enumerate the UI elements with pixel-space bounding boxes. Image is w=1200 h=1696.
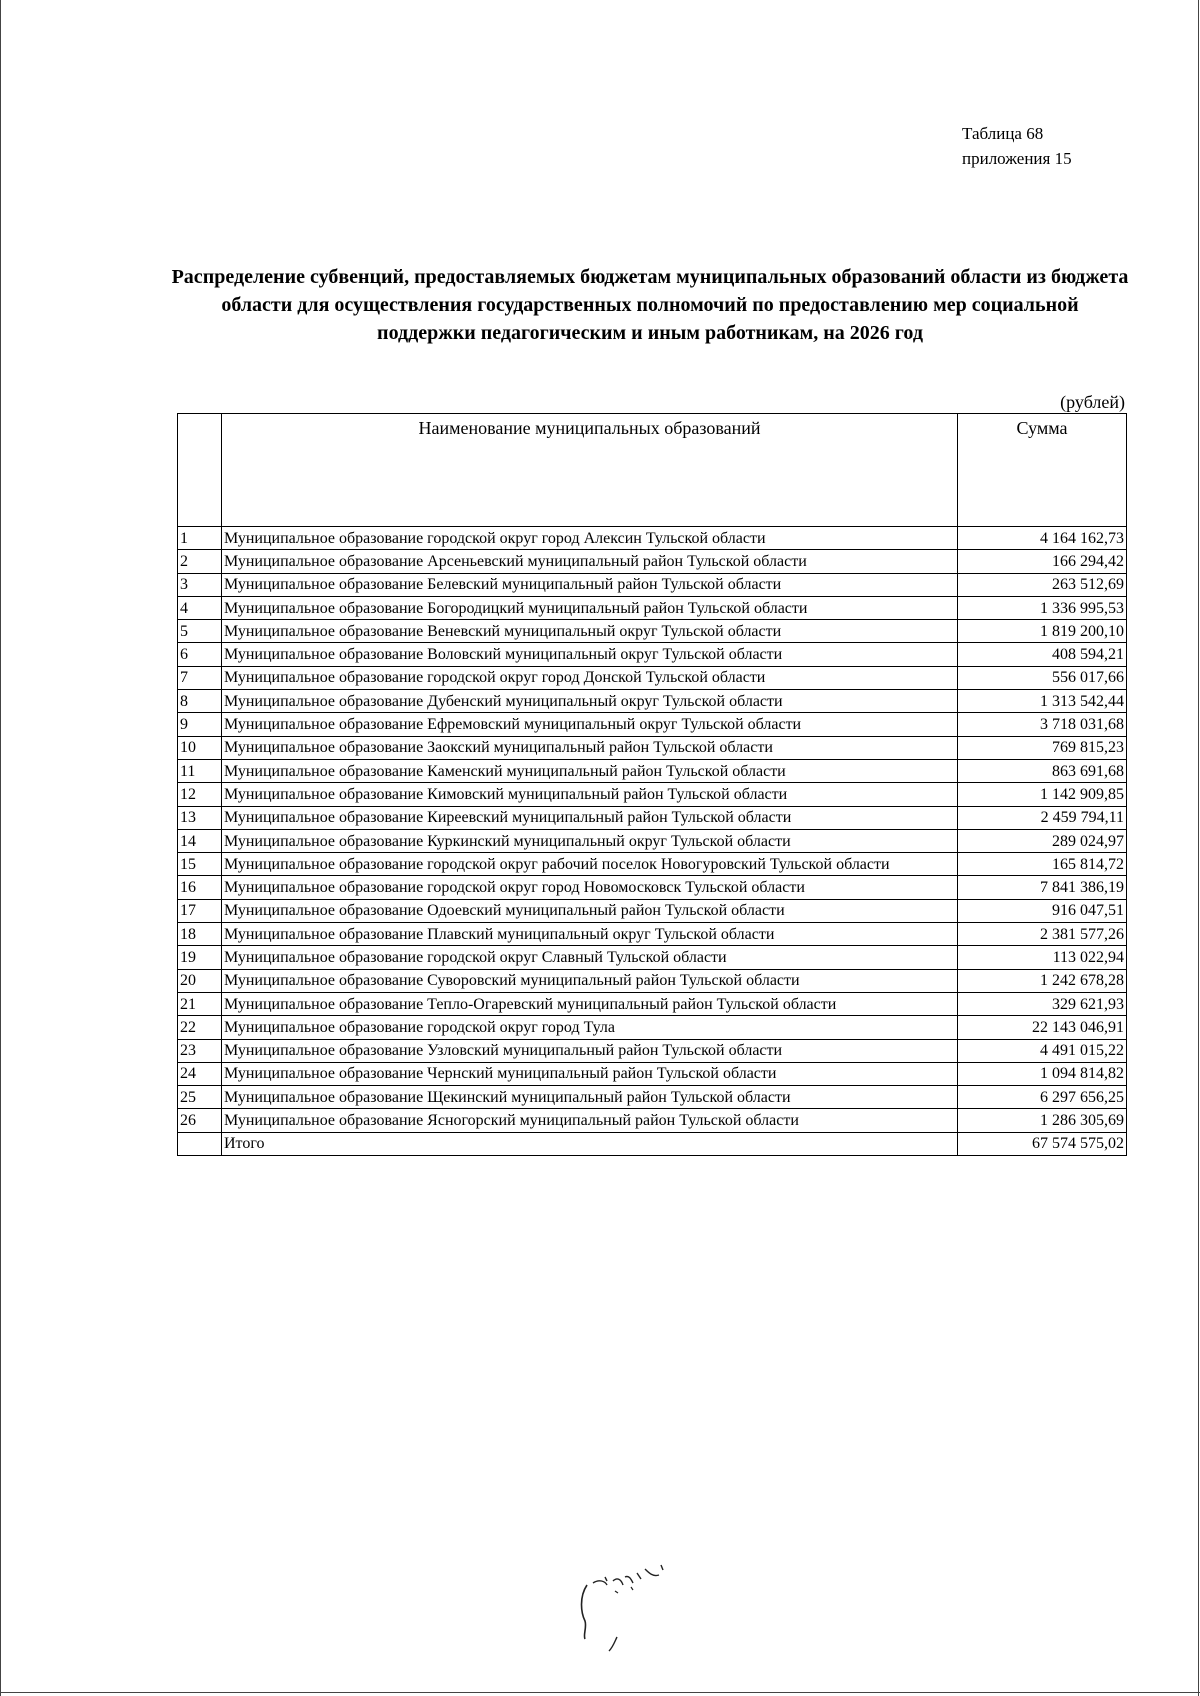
row-name: Муниципальное образование Арсеньевский муниципальный район Тульской области <box>222 550 958 573</box>
row-sum: 289 024,97 <box>958 829 1127 852</box>
row-name: Муниципальное образование городской округ город Алексин Тульской области <box>222 527 958 550</box>
row-number: 17 <box>178 899 222 922</box>
row-name: Итого <box>222 1132 958 1155</box>
row-name: Муниципальное образование Суворовский муниципальный район Тульской области <box>222 969 958 992</box>
table-row <box>178 969 1127 992</box>
table-row <box>178 690 1127 713</box>
row-name: Муниципальное образование Дубенский муниципальный округ Тульской области <box>222 690 958 713</box>
row-number: 9 <box>178 713 222 736</box>
row-number: 20 <box>178 969 222 992</box>
row-sum: 3 718 031,68 <box>958 713 1127 736</box>
row-number: 3 <box>178 573 222 596</box>
row-number: 6 <box>178 643 222 666</box>
row-number: 18 <box>178 923 222 946</box>
table-row <box>178 620 1127 643</box>
row-name: Муниципальное образование Кимовский муниципальный район Тульской области <box>222 783 958 806</box>
row-name: Муниципальное образование Щекинский муниципальный район Тульской области <box>222 1086 958 1109</box>
table-header-row <box>178 414 1127 527</box>
table-row <box>178 643 1127 666</box>
row-name: Муниципальное образование Ясногорский муниципальный район Тульской области <box>222 1109 958 1132</box>
unit-label: (рублей) <box>1060 392 1125 412</box>
row-name: Муниципальное образование Плавский муниципальный округ Тульской области <box>222 923 958 946</box>
row-number: 23 <box>178 1039 222 1062</box>
row-sum: 1 336 995,53 <box>958 596 1127 619</box>
row-name: Муниципальное образование городской округ город Новомосковск Тульской области <box>222 876 958 899</box>
row-number: 15 <box>178 853 222 876</box>
row-number: 5 <box>178 620 222 643</box>
row-name: Муниципальное образование Заокский муниципальный район Тульской области <box>222 736 958 759</box>
header-name: Наименование муниципальных образований <box>222 414 958 527</box>
table-row <box>178 1086 1127 1109</box>
row-sum: 916 047,51 <box>958 899 1127 922</box>
table-row <box>178 923 1127 946</box>
table-row <box>178 666 1127 689</box>
row-name: Муниципальное образование Воловский муниципальный округ Тульской области <box>222 643 958 666</box>
row-sum: 165 814,72 <box>958 853 1127 876</box>
appendix-number: приложения 15 <box>962 149 1072 168</box>
row-number: 21 <box>178 992 222 1015</box>
row-sum: 1 142 909,85 <box>958 783 1127 806</box>
row-sum: 113 022,94 <box>958 946 1127 969</box>
table-row <box>178 1039 1127 1062</box>
row-sum: 1 094 814,82 <box>958 1062 1127 1085</box>
table-row <box>178 1062 1127 1085</box>
row-name: Муниципальное образование городской округ Славный Тульской области <box>222 946 958 969</box>
row-name: Муниципальное образование Богородицкий муниципальный район Тульской области <box>222 596 958 619</box>
table-row <box>178 736 1127 759</box>
row-sum: 408 594,21 <box>958 643 1127 666</box>
row-name: Муниципальное образование Белевский муниципальный район Тульской области <box>222 573 958 596</box>
table-row <box>178 759 1127 782</box>
table-row <box>178 829 1127 852</box>
row-number: 19 <box>178 946 222 969</box>
row-sum: 769 815,23 <box>958 736 1127 759</box>
row-name: Муниципальное образование Одоевский муниципальный район Тульской области <box>222 899 958 922</box>
row-name: Муниципальное образование Чернский муниципальный район Тульской области <box>222 1062 958 1085</box>
table-row <box>178 899 1127 922</box>
row-number: 26 <box>178 1109 222 1132</box>
row-name: Муниципальное образование Узловский муниципальный район Тульской области <box>222 1039 958 1062</box>
row-sum: 4 164 162,73 <box>958 527 1127 550</box>
distribution-table <box>177 413 1127 1156</box>
row-sum: 863 691,68 <box>958 759 1127 782</box>
table-row <box>178 573 1127 596</box>
row-name: Муниципальное образование Куркинский муниципальный округ Тульской области <box>222 829 958 852</box>
row-name: Муниципальное образование городской округ рабочий поселок Новогуровский Тульской области <box>222 853 958 876</box>
table-row <box>178 853 1127 876</box>
row-name: Муниципальное образование Каменский муниципальный район Тульской области <box>222 759 958 782</box>
row-sum: 166 294,42 <box>958 550 1127 573</box>
row-sum: 22 143 046,91 <box>958 1016 1127 1039</box>
table-row <box>178 713 1127 736</box>
table-number: Таблица 68 <box>962 124 1044 143</box>
row-sum: 329 621,93 <box>958 992 1127 1015</box>
row-sum: 1 313 542,44 <box>958 690 1127 713</box>
row-number: 4 <box>178 596 222 619</box>
table-row <box>178 946 1127 969</box>
row-sum: 2 381 577,26 <box>958 923 1127 946</box>
row-sum: 556 017,66 <box>958 666 1127 689</box>
table-row <box>178 550 1127 573</box>
row-name: Муниципальное образование Веневский муниципальный округ Тульской области <box>222 620 958 643</box>
row-number: 13 <box>178 806 222 829</box>
page-edge-bottom <box>0 1692 1200 1693</box>
row-sum: 2 459 794,11 <box>958 806 1127 829</box>
row-number: 2 <box>178 550 222 573</box>
row-sum: 263 512,69 <box>958 573 1127 596</box>
row-sum: 67 574 575,02 <box>958 1132 1127 1155</box>
row-number: 1 <box>178 527 222 550</box>
row-name: Муниципальное образование Ефремовский муниципальный округ Тульской области <box>222 713 958 736</box>
row-sum: 4 491 015,22 <box>958 1039 1127 1062</box>
row-number: 7 <box>178 666 222 689</box>
table-row <box>178 783 1127 806</box>
row-name: Муниципальное образование городской округ город Донской Тульской области <box>222 666 958 689</box>
row-number: 14 <box>178 829 222 852</box>
row-number: 25 <box>178 1086 222 1109</box>
row-number: 16 <box>178 876 222 899</box>
table-reference <box>962 121 1072 171</box>
page-edge-left <box>0 0 1 1696</box>
row-name: Муниципальное образование Тепло-Огаревский муниципальный район Тульской области <box>222 992 958 1015</box>
header-sum: Сумма <box>958 414 1127 527</box>
table-row <box>178 806 1127 829</box>
table-row <box>178 527 1127 550</box>
table-row <box>178 876 1127 899</box>
row-sum: 7 841 386,19 <box>958 876 1127 899</box>
row-sum: 6 297 656,25 <box>958 1086 1127 1109</box>
row-sum: 1 242 678,28 <box>958 969 1127 992</box>
total-row <box>178 1132 1127 1155</box>
table-row <box>178 1109 1127 1132</box>
row-number: 24 <box>178 1062 222 1085</box>
page-edge-right <box>1198 0 1199 1696</box>
row-number: 12 <box>178 783 222 806</box>
row-number: 11 <box>178 759 222 782</box>
table-row <box>178 992 1127 1015</box>
row-sum: 1 286 305,69 <box>958 1109 1127 1132</box>
row-number <box>178 1132 222 1155</box>
table-row <box>178 1016 1127 1039</box>
row-number: 22 <box>178 1016 222 1039</box>
row-name: Муниципальное образование городской округ город Тула <box>222 1016 958 1039</box>
row-sum: 1 819 200,10 <box>958 620 1127 643</box>
table-row <box>178 596 1127 619</box>
handwritten-signature <box>575 1555 695 1660</box>
header-number <box>178 414 222 527</box>
row-number: 10 <box>178 736 222 759</box>
row-name: Муниципальное образование Киреевский муниципальный район Тульской области <box>222 806 958 829</box>
row-number: 8 <box>178 690 222 713</box>
document-title: Распределение субвенций, предоставляемых бюджетам муниципальных образований области из бюджета области для осуществления государственных полномочий по предоставлению мер социальной поддержки педагогическим и иным работникам, на 2026 год <box>171 266 1129 344</box>
